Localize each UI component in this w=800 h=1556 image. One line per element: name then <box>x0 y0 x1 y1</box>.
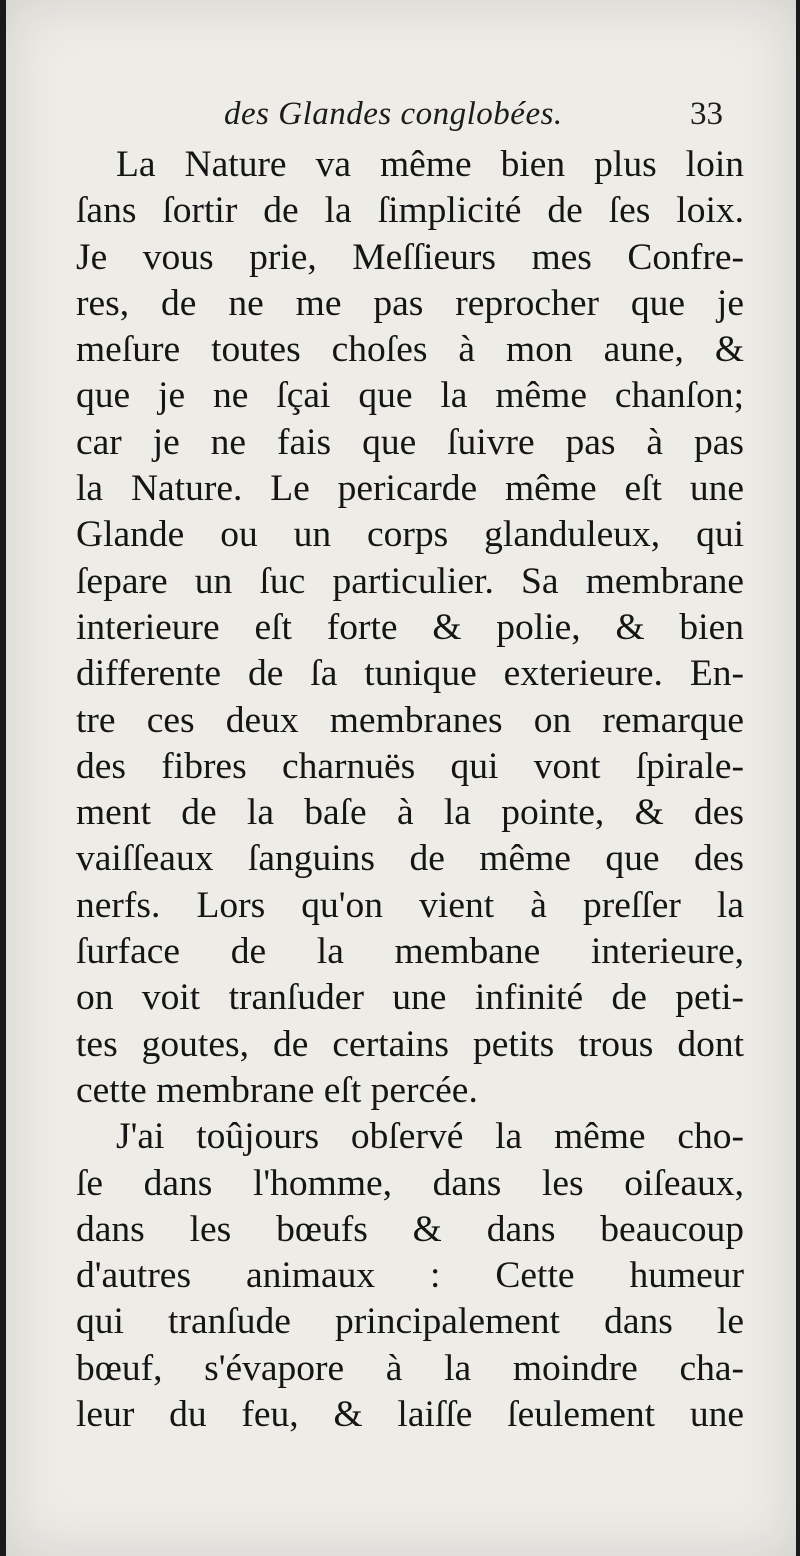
text-line: ſans ſortir de la ſimplicité de ſes loix. <box>76 190 744 232</box>
text-line: bœuf, s'évapore à la moindre cha- <box>76 1347 744 1389</box>
running-title: des Glandes conglobées. <box>224 96 563 132</box>
text-line: dans les bœufs & dans beaucoup <box>76 1208 744 1250</box>
text-line: on voit tranſuder une infinité de peti- <box>76 977 744 1019</box>
text-line: car je ne fais que ſuivre pas à pas <box>76 421 744 463</box>
text-line: ſepare un ſuc particulier. Sa membrane <box>76 560 744 602</box>
running-head <box>6 96 796 146</box>
text-line: que je ne ſçai que la même chanſon; <box>76 375 744 417</box>
text-line: ſe dans l'homme, dans les oiſeaux, <box>76 1162 744 1204</box>
text-line: d'autres animaux : Cette humeur <box>76 1255 744 1297</box>
text-line: la Nature. Le pericarde même eſt une <box>76 468 744 510</box>
text-line: interieure eſt forte & polie, & bien <box>76 606 744 648</box>
text-line: tes goutes, de certains petits trous dont <box>76 1023 744 1065</box>
book-page <box>6 0 796 1556</box>
text-line: differente de ſa tunique exterieure. En- <box>76 653 744 695</box>
text-line: ſurface de la membane interieure, <box>76 931 744 973</box>
text-line: Glande ou un corps glanduleux, qui <box>76 514 744 556</box>
text-line: nerfs. Lors qu'on vient à preſſer la <box>76 884 744 926</box>
page-number: 33 <box>690 96 723 132</box>
text-line: Je vous prie, Meſſieurs mes Confre- <box>76 236 744 278</box>
text-line: tre ces deux membranes on remarque <box>76 699 744 741</box>
body-text <box>76 142 744 1438</box>
text-line: cette membrane eſt percée. <box>76 1069 478 1111</box>
text-line: res, de ne me pas reprocher que je <box>76 282 744 324</box>
text-line: meſure toutes choſes à mon aune, & <box>76 329 744 371</box>
text-line: qui tranſude principalement dans le <box>76 1301 744 1343</box>
text-line: La Nature va même bien plus loin <box>116 144 744 185</box>
text-line: des fibres charnuës qui vont ſpirale- <box>76 745 744 787</box>
text-line: ment de la baſe à la pointe, & des <box>76 792 744 834</box>
text-line: leur du feu, & laiſſe ſeulement une <box>76 1394 744 1436</box>
text-line: vaiſſeaux ſanguins de même que des <box>76 838 744 880</box>
text-line: J'ai toûjours obſervé la même cho- <box>116 1116 744 1158</box>
